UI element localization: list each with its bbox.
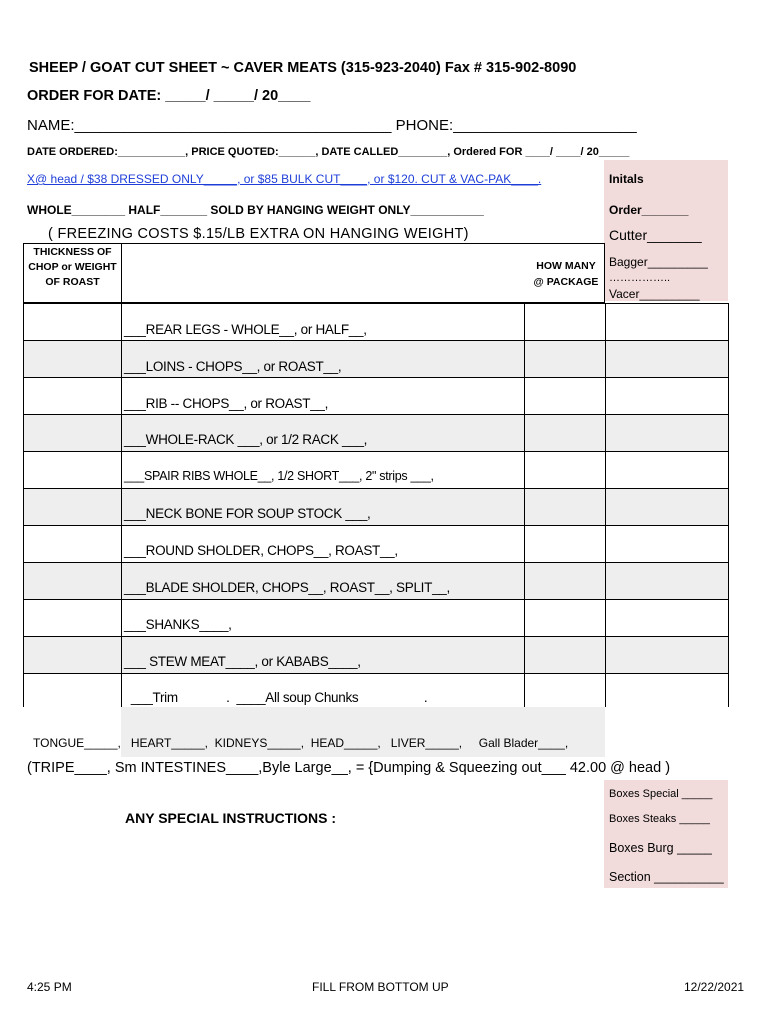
- grid-line: [23, 636, 729, 637]
- section-field[interactable]: Section __________: [609, 870, 724, 884]
- grid-line: [23, 451, 729, 452]
- offal-line[interactable]: TONGUE_____, HEART_____, KIDNEYS_____, HEAD_____, LIVER_____, Gall Blader____,: [33, 736, 569, 750]
- cut-row-round-shoulder[interactable]: ___ROUND SHOLDER, CHOPS__, ROAST__,: [124, 543, 398, 558]
- cut-row-trim[interactable]: ___Trim . ____All soup Chunks .: [124, 690, 428, 705]
- cut-row-blade-shoulder[interactable]: ___BLADE SHOLDER, CHOPS__, ROAST__, SPLIT__,: [124, 580, 450, 595]
- boxes-steaks-field[interactable]: Boxes Steaks _____: [609, 813, 710, 825]
- vacer-field[interactable]: Vacer_________: [609, 287, 700, 301]
- bagger-field[interactable]: Bagger_________: [609, 255, 708, 269]
- grid-line: [23, 303, 729, 304]
- boxes-special-field[interactable]: Boxes Special _____: [609, 788, 713, 800]
- grid-line: [23, 599, 729, 600]
- cut-row-rib[interactable]: ___RIB -- CHOPS__, or ROAST__,: [124, 396, 329, 411]
- boxes-burg-field[interactable]: Boxes Burg _____: [609, 841, 712, 855]
- freezing-costs-note: ( FREEZING COSTS $.15/LB EXTRA ON HANGING WEIGHT): [48, 226, 469, 242]
- cut-row-spare-ribs[interactable]: ___SPAIR RIBS WHOLE__, 1/2 SHORT___, 2" strips ___,: [124, 469, 434, 483]
- order-for-date[interactable]: ORDER FOR DATE: _____/ _____/ 20____: [27, 88, 311, 104]
- initials-label: Initals: [609, 172, 644, 186]
- special-instructions-label: ANY SPECIAL INSTRUCTIONS :: [125, 810, 337, 826]
- grid-line: [23, 303, 24, 707]
- cut-row-neck-bone[interactable]: ___NECK BONE FOR SOUP STOCK ___,: [124, 506, 371, 521]
- grid-line: [23, 414, 729, 415]
- cut-row-rear-legs[interactable]: ___REAR LEGS - WHOLE__, or HALF__,: [124, 322, 367, 337]
- form-title: SHEEP / GOAT CUT SHEET ~ CAVER MEATS (315-923-2040) Fax # 315-902-8090: [29, 60, 577, 76]
- grid-line: [23, 488, 729, 489]
- price-option-link[interactable]: X@ head / $38 DRESSED ONLY_____, or $85 BULK CUT____, or $120. CUT & VAC-PAK____.: [27, 172, 542, 186]
- footer-date: 12/22/2021: [684, 980, 745, 994]
- cut-row-loins[interactable]: ___LOINS - CHOPS__, or ROAST__,: [124, 359, 342, 374]
- whole-half-line[interactable]: WHOLE________ HALF_______ SOLD BY HANGING WEIGHT ONLY___________: [27, 203, 484, 217]
- cutter-field[interactable]: Cutter_______: [609, 227, 702, 243]
- order-field[interactable]: Order_______: [609, 203, 689, 217]
- cut-row-whole-rack[interactable]: ___WHOLE-RACK ___, or 1/2 RACK ___,: [124, 432, 368, 447]
- grid-line: [605, 303, 606, 707]
- grid-line: [23, 562, 729, 563]
- grid-line: [23, 340, 729, 341]
- grid-line: [121, 303, 122, 707]
- grid-line: [23, 525, 729, 526]
- grid-line: [23, 377, 729, 378]
- cut-row-stew-meat[interactable]: ___ STEW MEAT____, or KABABS____,: [124, 654, 361, 669]
- thickness-header: THICKNESS OF CHOP or WEIGHT OF ROAST: [28, 246, 117, 288]
- footer-time: 4:25 PM: [27, 980, 72, 994]
- how-many-header: HOW MANY @ PACKAGE: [533, 260, 599, 288]
- name-phone-line[interactable]: NAME:______________________________________ PHONE:______________________: [27, 117, 637, 134]
- grid-line: [728, 303, 729, 707]
- dots-line: ……………..: [609, 272, 671, 284]
- date-ordered-line[interactable]: DATE ORDERED:___________, PRICE QUOTED:______, DATE CALLED________, Ordered FOR ____/ ____/ 20_____: [27, 146, 630, 158]
- grid-line: [23, 673, 729, 674]
- cut-row-shanks[interactable]: ___SHANKS____,: [124, 617, 232, 632]
- grid-line: [524, 303, 525, 707]
- tripe-line[interactable]: (TRIPE____, Sm INTESTINES____,Byle Large__, = {Dumping & Squeezing out___ 42.00 @ head ): [27, 760, 671, 776]
- footer-instruction: FILL FROM BOTTOM UP: [312, 980, 449, 994]
